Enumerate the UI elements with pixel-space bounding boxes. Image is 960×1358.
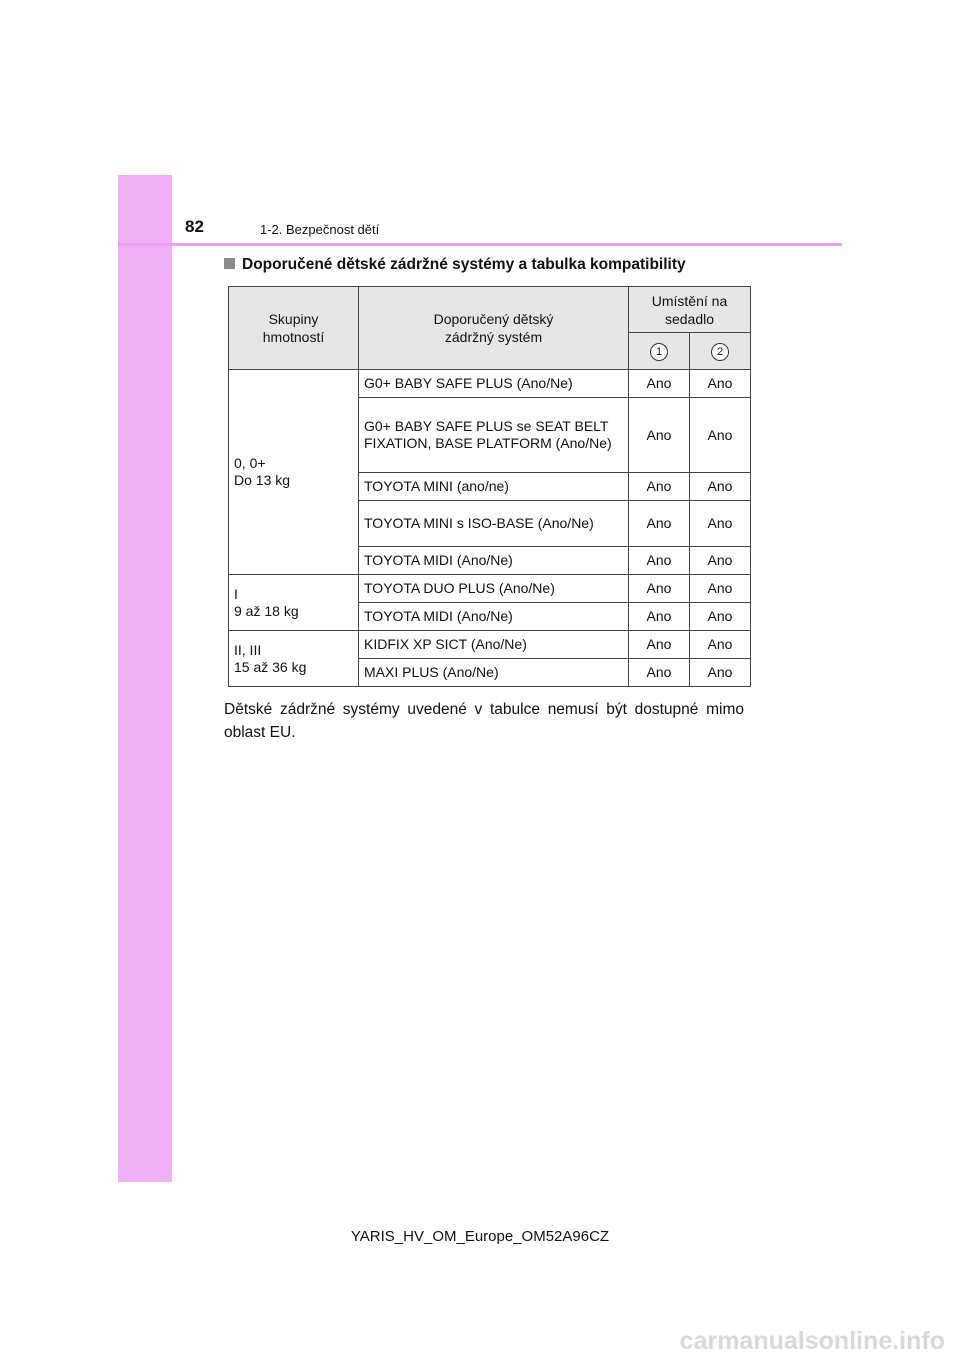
seat-1-compat-cell: Ano	[629, 631, 690, 659]
footer-document-code: YARIS_HV_OM_Europe_OM52A96CZ	[350, 1228, 610, 1245]
header-seat-2	[690, 333, 751, 370]
seat-2-compat-cell: Ano	[690, 501, 751, 547]
restraint-system-cell: G0+ BABY SAFE PLUS (Ano/Ne)	[359, 370, 629, 398]
restraint-system-cell: G0+ BABY SAFE PLUS se SEAT BELT FIXATION, BASE PLATFORM (Ano/Ne)	[359, 398, 629, 473]
watermark: carmanualsonline.info	[679, 1327, 945, 1355]
section-title: 1-2. Bezpečnost dětí	[260, 222, 380, 237]
seat-1-compat-cell: Ano	[629, 501, 690, 547]
seat-2-compat-cell: Ano	[690, 603, 751, 631]
seat-2-compat-cell: Ano	[690, 547, 751, 575]
header-rule	[118, 243, 842, 246]
restraint-system-cell: MAXI PLUS (Ano/Ne)	[359, 659, 629, 687]
seat-2-compat-cell: Ano	[690, 370, 751, 398]
table-body	[229, 370, 751, 687]
seat-1-compat-cell: Ano	[629, 398, 690, 473]
header-weight-group: Skupiny hmotností	[229, 287, 359, 370]
weight-group-cell: II, III 15 až 36 kg	[229, 631, 359, 687]
table-row	[229, 370, 751, 398]
weight-group-cell: I 9 až 18 kg	[229, 575, 359, 631]
heading-text: Doporučené dětské zádržné systémy a tabulka kompatibility	[242, 256, 686, 273]
compatibility-table	[228, 286, 751, 687]
seat-1-compat-cell: Ano	[629, 547, 690, 575]
restraint-system-cell: TOYOTA MIDI (Ano/Ne)	[359, 547, 629, 575]
seat-2-compat-cell: Ano	[690, 659, 751, 687]
seat-2-compat-cell: Ano	[690, 575, 751, 603]
restraint-system-cell: TOYOTA DUO PLUS (Ano/Ne)	[359, 575, 629, 603]
seat-2-compat-cell: Ano	[690, 473, 751, 501]
section-heading	[224, 256, 686, 274]
side-tab-bar	[118, 175, 172, 1182]
table-row	[229, 575, 751, 603]
seat-1-compat-cell: Ano	[629, 370, 690, 398]
table-row	[229, 631, 751, 659]
header-seat-1	[629, 333, 690, 370]
seat-1-compat-cell: Ano	[629, 603, 690, 631]
seat-2-compat-cell: Ano	[690, 631, 751, 659]
seat-1-number: 1	[650, 343, 668, 361]
seat-2-compat-cell: Ano	[690, 398, 751, 473]
header-seat-position: Umístění na sedadlo	[629, 287, 751, 333]
square-bullet-icon	[224, 258, 235, 269]
seat-1-compat-cell: Ano	[629, 659, 690, 687]
restraint-system-cell: TOYOTA MIDI (Ano/Ne)	[359, 603, 629, 631]
restraint-system-cell: TOYOTA MINI (ano/ne)	[359, 473, 629, 501]
availability-note: Dětské zádržné systémy uvedené v tabulce nemusí být dostupné mimo oblast EU.	[224, 701, 744, 741]
restraint-system-cell: TOYOTA MINI s ISO-BASE (Ano/Ne)	[359, 501, 629, 547]
header-recommended-system: Doporučený dětský zádržný systém	[359, 287, 629, 370]
seat-2-number: 2	[711, 343, 729, 361]
seat-1-compat-cell: Ano	[629, 575, 690, 603]
seat-1-compat-cell: Ano	[629, 473, 690, 501]
restraint-system-cell: KIDFIX XP SICT (Ano/Ne)	[359, 631, 629, 659]
page-number: 82	[185, 217, 204, 236]
weight-group-cell: 0, 0+ Do 13 kg	[229, 370, 359, 575]
